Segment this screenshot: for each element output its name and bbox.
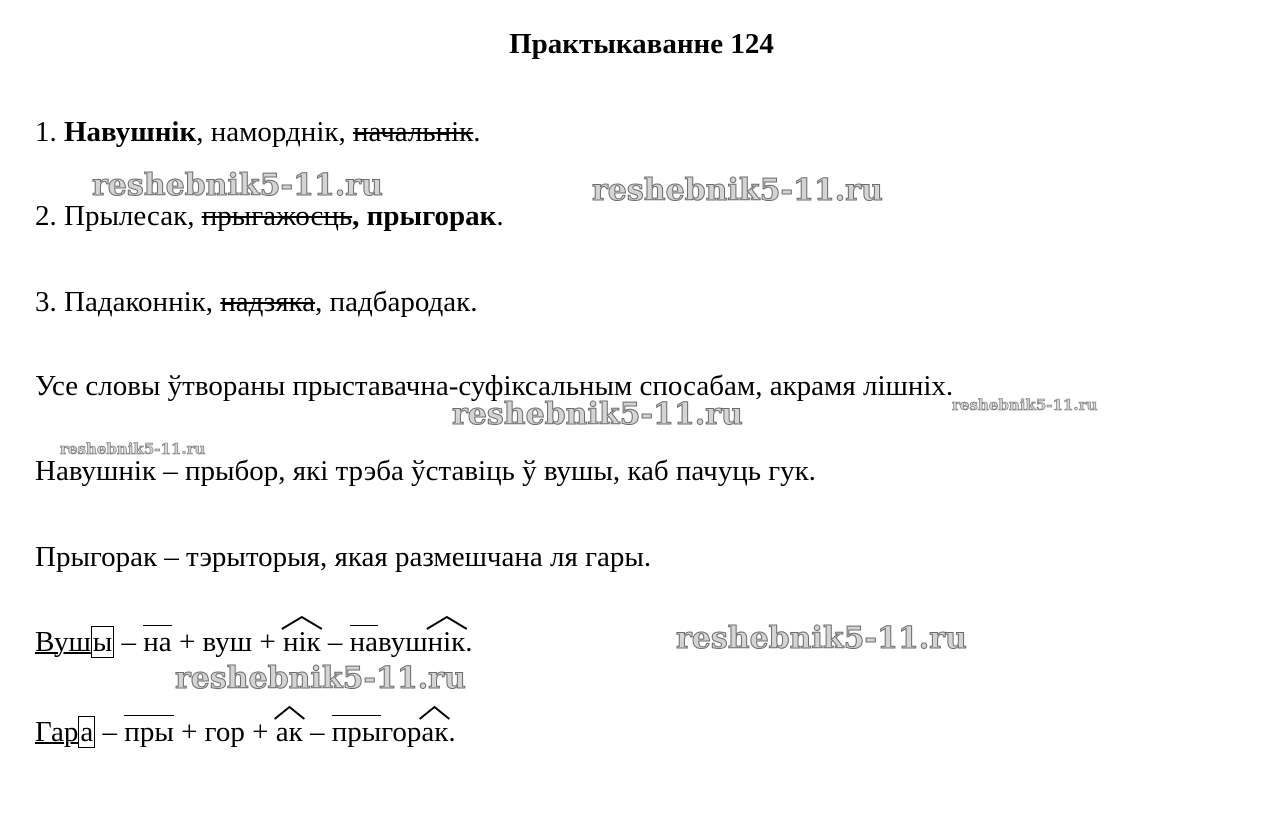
analysis-2-stem: Гар	[35, 716, 79, 748]
analysis-2-plus-2: +	[244, 716, 276, 748]
group-1-sep-2: ,	[338, 116, 353, 148]
analysis-1-root: вуш	[202, 626, 253, 658]
word-analysis-1	[35, 624, 473, 660]
group-2-line	[35, 198, 504, 234]
suffix-arc-icon	[426, 616, 468, 630]
watermark: reshebnik5-11.ru	[60, 440, 206, 458]
watermark: reshebnik5-11.ru	[452, 397, 743, 432]
analysis-2-result-suffix: ак	[421, 714, 448, 750]
group-2-number: 2.	[35, 200, 57, 232]
group-1-word-1: Навушнік	[64, 116, 197, 148]
analysis-1-suffix: нік	[283, 624, 321, 660]
group-2-sep-2: ,	[352, 200, 367, 232]
analysis-1-stem: Вуш	[35, 626, 91, 658]
group-2-word-3: прыгорак	[366, 200, 497, 232]
analysis-1-ending-box: ы	[92, 626, 113, 658]
analysis-1-result-root: вуш	[378, 626, 428, 658]
group-3-number: 3.	[35, 286, 57, 318]
analysis-2-dash: –	[95, 716, 125, 748]
group-1-end: .	[473, 116, 481, 148]
group-2-word-1: Прылесак	[64, 200, 188, 232]
analysis-2-ending-box: а	[80, 716, 94, 748]
analysis-1-end: .	[465, 626, 473, 658]
group-1-line	[35, 114, 481, 150]
analysis-1-plus-1: +	[171, 626, 203, 658]
group-3-line	[35, 284, 477, 320]
watermark: reshebnik5-11.ru	[952, 396, 1098, 414]
analysis-1-plus-2: +	[252, 626, 283, 658]
analysis-2-prefix: пры	[124, 716, 174, 748]
analysis-2-result-root: гор	[381, 716, 422, 748]
watermark: reshebnik5-11.ru	[676, 621, 967, 656]
group-2-sep-1: ,	[187, 200, 202, 232]
group-3-sep-1: ,	[205, 286, 221, 318]
analysis-2-root: гор	[204, 716, 245, 748]
group-1-sep-1: ,	[196, 116, 211, 148]
watermark: reshebnik5-11.ru	[175, 661, 466, 696]
watermark: reshebnik5-11.ru	[92, 168, 383, 203]
suffix-arc-icon	[281, 616, 323, 630]
analysis-2-suffix: ак	[276, 714, 303, 750]
definition-2: Прыгорак – тэрыторыя, якая размешчана ля гары.	[35, 541, 652, 573]
analysis-1-dash: –	[114, 626, 144, 658]
analysis-1-result-prefix: на	[349, 626, 379, 658]
analysis-2-end: .	[448, 716, 456, 748]
page-title: Практыкаванне 124	[509, 28, 774, 60]
definition-1: Навушнік – прыбор, які трэба ўставіць ў вушы, каб пачуць гук.	[35, 455, 816, 487]
analysis-1-prefix: на	[143, 626, 172, 658]
analysis-1-result-suffix: нік	[428, 624, 466, 660]
group-2-end: .	[496, 200, 504, 232]
analysis-2-plus-1: +	[173, 716, 205, 748]
group-1-word-3-struck: начальнік	[352, 116, 474, 148]
group-3-word-1: Падаконнік	[64, 286, 206, 318]
group-1-number: 1.	[35, 116, 57, 148]
word-analysis-2	[35, 714, 456, 750]
analysis-2-dash-2: –	[302, 716, 332, 748]
group-3-word-3: падбародак	[329, 286, 471, 318]
group-3-end: .	[470, 286, 478, 318]
analysis-1-dash-2: –	[320, 626, 350, 658]
group-3-word-2-struck: надзяка	[220, 286, 316, 318]
group-1-word-2: наморднік	[210, 116, 339, 148]
suffix-arc-icon	[419, 706, 450, 720]
group-3-sep-2: ,	[315, 286, 330, 318]
suffix-arc-icon	[274, 706, 305, 720]
analysis-2-result-prefix: пры	[331, 716, 382, 748]
watermark: reshebnik5-11.ru	[592, 173, 883, 208]
conclusion-text: Усе словы ўтвораны прыставачна-суфіксальным спосабам, акрамя лішніх.	[35, 370, 954, 402]
group-2-word-2-struck: прыгажосць	[201, 200, 353, 232]
